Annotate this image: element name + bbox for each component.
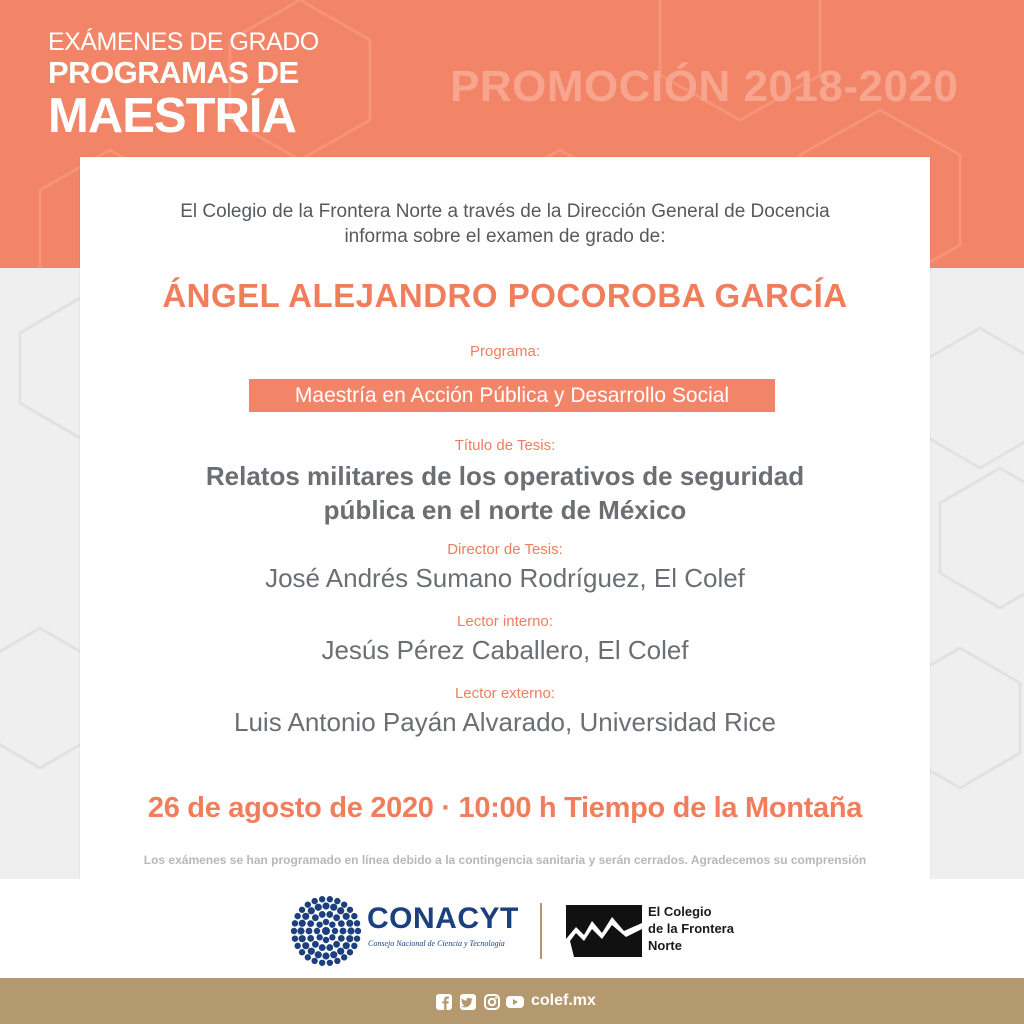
director-label: Director de Tesis: (447, 541, 563, 558)
online-exam-note: Los exámenes se han programado en línea debido a la contingencia sanitaria y serán cerrados. Agradecemos su comprensión (143, 853, 867, 867)
thesis-title-line-1: Relatos militares de los operativos de seguridad (205, 461, 805, 491)
youtube-icon[interactable] (506, 996, 524, 1008)
logo-divider (540, 903, 542, 959)
colef-name-line-3: Norte (648, 938, 682, 953)
internal-reader-name: Jesús Pérez Caballero, El Colef (321, 635, 689, 665)
intro-line-1: El Colegio de la Frontera Norte a través de la Dirección General de Docencia (180, 201, 830, 222)
conacyt-logo-icon (291, 896, 361, 966)
exam-date-time: 26 de agosto de 2020 · 10:00 h Tiempo de la Montaña (147, 792, 863, 824)
program-name: Maestría en Acción Pública y Desarrollo Social (249, 379, 775, 412)
intro-line-2: informa sobre el examen de grado de: (344, 226, 666, 247)
thesis-title (80, 459, 930, 527)
colef-name-line-2: de la Frontera (648, 921, 734, 936)
internal-reader-label: Lector interno: (457, 613, 553, 630)
header-line-programs: PROGRAMAS DE (48, 55, 299, 90)
facebook-icon[interactable] (436, 994, 452, 1010)
twitter-icon[interactable] (460, 994, 476, 1010)
external-reader-name: Luis Antonio Payán Alvarado, Universidad Rice (234, 707, 776, 737)
thesis-title-line-2: pública en el norte de México (323, 495, 687, 525)
colef-name (648, 903, 758, 954)
thesis-label: Título de Tesis: (454, 437, 556, 454)
header-title (48, 28, 319, 142)
promotion-label: PROMOCIÓN 2018-2020 (450, 62, 959, 111)
program-label: Programa: (469, 343, 541, 360)
conacyt-subtitle: Consejo Nacional de Ciencia y Tecnología (368, 939, 505, 948)
external-reader-label: Lector externo: (454, 685, 556, 702)
director-name: José Andrés Sumano Rodríguez, El Colef (265, 563, 745, 593)
colef-logo-icon (566, 905, 642, 957)
instagram-icon[interactable] (485, 995, 499, 1009)
social-icons (436, 994, 524, 1010)
header-line-masters: MAESTRÍA (48, 89, 296, 143)
website-link[interactable]: colef.mx (531, 992, 596, 1009)
student-name: ÁNGEL ALEJANDRO POCOROBA GARCÍA (162, 277, 848, 314)
conacyt-name: CONACYT (367, 902, 519, 935)
exam-notice-card (80, 157, 930, 879)
colef-name-line-1: El Colegio (648, 904, 712, 919)
header-line-exams: EXÁMENES DE GRADO (48, 28, 319, 56)
intro-text (80, 199, 930, 249)
